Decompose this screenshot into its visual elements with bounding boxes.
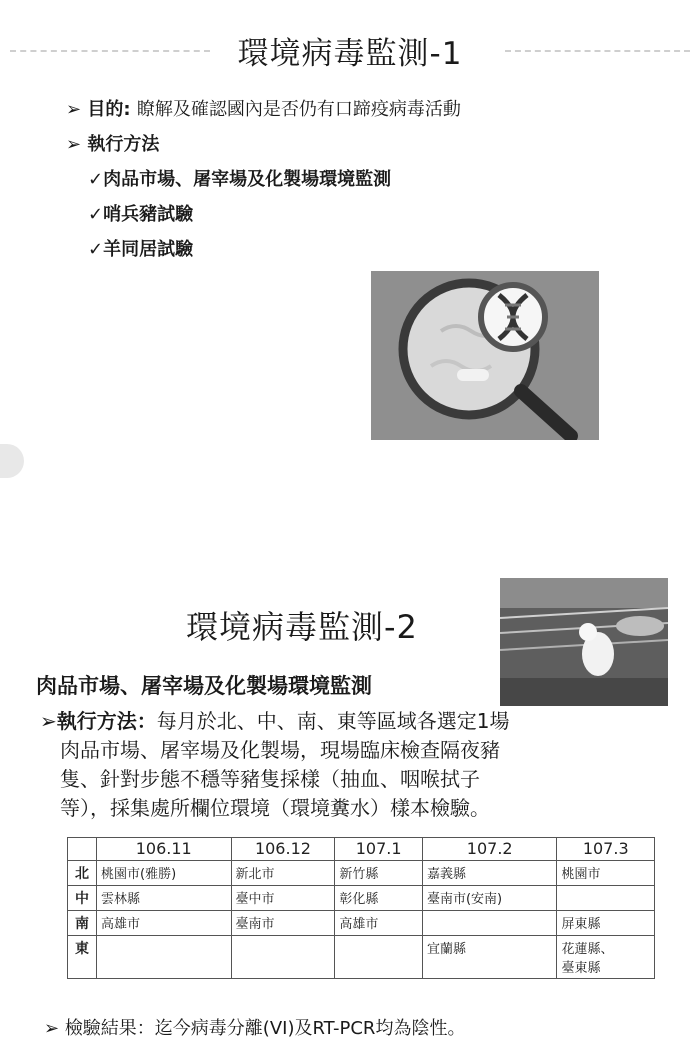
method-sub-item: ✓肉品市場、屠宰場及化製場環境監測 — [88, 169, 392, 190]
table-row: 南 高雄市 臺南市 高雄市 屏東縣 — [68, 911, 655, 936]
purpose-text: 瞭解及確認國內是否仍有口蹄疫病毒活動 — [136, 99, 461, 120]
pig-pen-photo — [500, 578, 668, 706]
magnifier-dna-illustration — [371, 271, 599, 440]
test-result: ➢ 檢驗結果：迄今病毒分離(VI)及RT-PCR均為陰性。 — [44, 1018, 466, 1039]
table-row: 中 雲林縣 臺中市 彰化縣 臺南市(安南) — [68, 886, 655, 911]
table-row: 東 宜蘭縣 花蓮縣、 臺東縣 — [68, 936, 655, 979]
method-label: 執行方法 — [87, 134, 160, 155]
slide-1-bullets — [66, 92, 461, 267]
slide-2-subtitle: 肉品市場、屠宰場及化製場環境監測 — [36, 674, 372, 698]
slide-2-title: 環境病毒監測-2 — [186, 608, 418, 646]
purpose-item: ➢ 目的: 瞭解及確認國內是否仍有口蹄疫病毒活動 — [66, 99, 461, 120]
sampling-schedule-table — [67, 837, 655, 979]
method-sub-item: ✓哨兵豬試驗 — [88, 204, 194, 225]
method-label: 執行方法： — [56, 709, 157, 733]
method-item: ➢ 執行方法 — [66, 134, 160, 155]
slide-1-title: 環境病毒監測-1 — [237, 36, 463, 72]
table-header-row: 106.11 106.12 107.1 107.2 107.3 — [68, 838, 655, 861]
table-row: 北 桃園市(雅勝) 新北市 新竹縣 嘉義縣 桃園市 — [68, 861, 655, 886]
punch-hole — [0, 444, 24, 478]
method-sub-item: ✓羊同居試驗 — [88, 239, 194, 260]
purpose-label: 目的: — [87, 99, 131, 120]
method-paragraph: ➢執行方法：每月於北、中、南、東等區域各選定1場 肉品市場、屠宰場及化製場，現場臨床檢查隔夜豬 隻、針對步態不穩等豬隻採樣（抽血、咽喉拭子 等），採集處所欄位環境（環境糞水）樣本檢驗。 — [40, 709, 510, 820]
